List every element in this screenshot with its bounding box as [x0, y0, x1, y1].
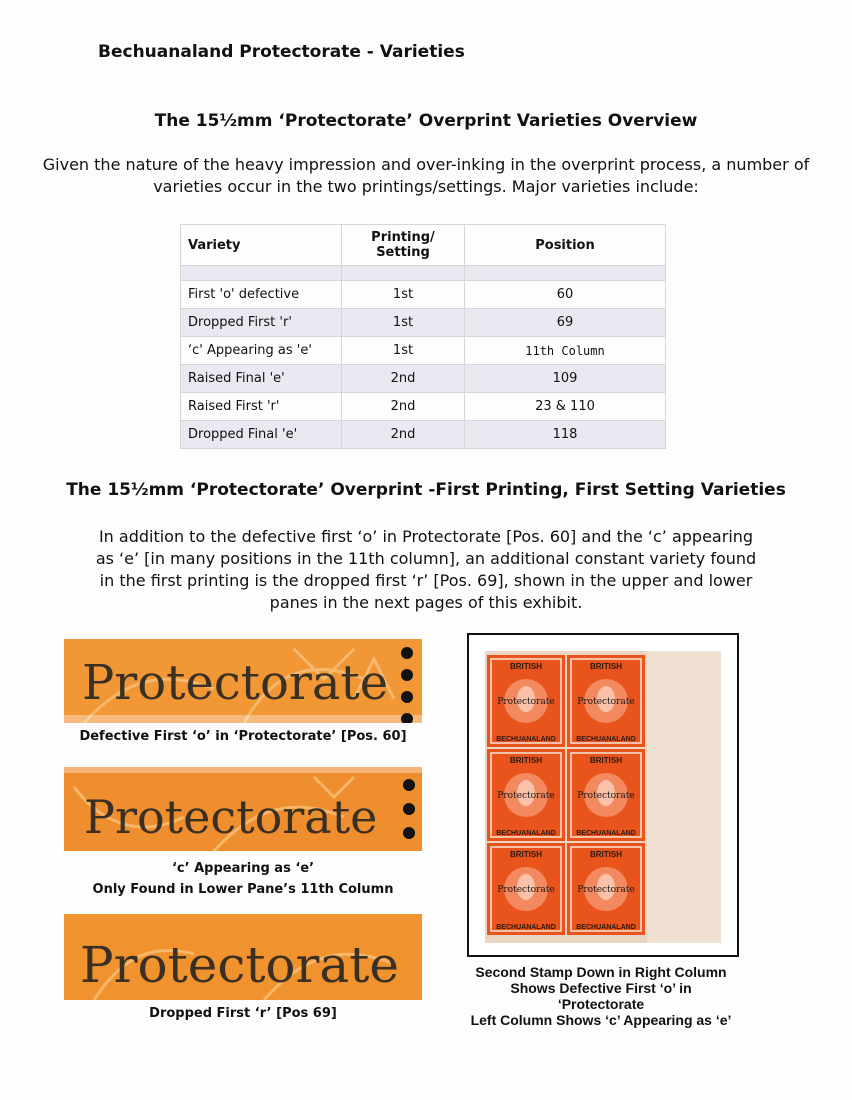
table-row [181, 421, 666, 449]
stamp [567, 655, 645, 747]
cell-printing: 2nd [342, 365, 465, 393]
stamp-overprint: Protectorate [497, 791, 555, 801]
stamp-overprint: Protectorate [497, 697, 555, 707]
caption-line: Second Stamp Down in Right Column [475, 964, 727, 980]
strip-caption: Dropped First ‘r’ [Pos 69] [149, 1006, 337, 1021]
varieties-table [180, 224, 666, 449]
cell-variety: First 'o' defective [181, 281, 342, 309]
overview-title: The 15½mm ‘Protectorate’ Overprint Varieties Overview [154, 111, 698, 131]
table-spacer-row [181, 266, 666, 281]
stamp-bottom-text: BECHUANALAND [576, 830, 636, 837]
first-setting-paragraph [70, 526, 782, 614]
cell-printing: 2nd [342, 393, 465, 421]
strip-caption: Defective First ‘o’ in ‘Protectorate’ [Pos. 60] [79, 729, 407, 744]
stamp-bottom-text: BECHUANALAND [496, 830, 556, 837]
stamp [567, 843, 645, 935]
col-header-printing-line: Printing/ [371, 230, 435, 245]
stamp-top-text: BRITISH [590, 662, 622, 671]
cell-printing: 1st [342, 309, 465, 337]
stamp-top-text: BRITISH [510, 662, 542, 671]
table-header-row [181, 225, 666, 266]
table-row [181, 309, 666, 337]
stamp-overprint: Protectorate [577, 885, 635, 895]
overview-intro [30, 154, 822, 198]
table-row [181, 337, 666, 365]
paragraph-line: In addition to the defective first ‘o’ in Protectorate [Pos. 60] and the ‘c’ appearing [98, 527, 754, 546]
cell-position: 23 & 110 [465, 393, 666, 421]
paragraph-line: panes in the next pages of this exhibit. [269, 593, 583, 612]
first-setting-title: The 15½mm ‘Protectorate’ Overprint -First Printing, First Setting Varieties [66, 480, 786, 500]
overprint-text: Protectorate [84, 790, 378, 844]
stamp [567, 749, 645, 841]
cell-position: 69 [465, 309, 666, 337]
cell-variety: Raised Final 'e' [181, 365, 342, 393]
table-row [181, 281, 666, 309]
caption-line: ‘c’ Appearing as ‘e’ [171, 861, 315, 876]
stamp-overprint: Protectorate [577, 697, 635, 707]
intro-line: Given the nature of the heavy impression and over-inking in the overprint process, a number of [42, 155, 810, 174]
stamp-overprint: Protectorate [577, 791, 635, 801]
cell-position: 11th Column [465, 337, 666, 365]
stamp-block-frame [467, 633, 739, 957]
stamp-bottom-text: BECHUANALAND [576, 736, 636, 743]
stamp-top-text: BRITISH [590, 850, 622, 859]
overprint-strip-image [64, 639, 422, 723]
caption-line: Left Column Shows ‘c’ Appearing as ‘e’ [470, 1012, 732, 1028]
paragraph-line: in the first printing is the dropped first ‘r’ [Pos. 69], shown in the upper and lower [99, 571, 753, 590]
overprint-text: Protectorate [82, 655, 389, 711]
stamp-overprint: Protectorate [497, 885, 555, 895]
page-header: Bechuanaland Protectorate - Varieties [98, 42, 465, 62]
cell-variety: Raised First 'r' [181, 393, 342, 421]
stamp-top-text: BRITISH [510, 850, 542, 859]
cell-printing: 1st [342, 281, 465, 309]
col-header-position: Position [465, 225, 666, 266]
table-row [181, 393, 666, 421]
cell-variety: Dropped Final 'e' [181, 421, 342, 449]
stamp-block-image [469, 635, 737, 955]
col-header-printing-line: Setting [376, 245, 430, 260]
stamp-bottom-text: BECHUANALAND [496, 736, 556, 743]
overprint-strip-image [64, 914, 422, 1000]
strip-caption [64, 858, 422, 900]
paragraph-line: as ‘e’ [in many positions in the 11th column], an additional constant variety found [95, 549, 757, 568]
cell-variety: Dropped First 'r' [181, 309, 342, 337]
stamp-block-caption [440, 964, 762, 1028]
cell-position: 109 [465, 365, 666, 393]
table-row [181, 365, 666, 393]
stamp [487, 655, 565, 747]
stamp [487, 843, 565, 935]
stamp-top-text: BRITISH [590, 756, 622, 765]
stamp-bottom-text: BECHUANALAND [496, 924, 556, 931]
cell-position: 60 [465, 281, 666, 309]
stamp-bottom-text: BECHUANALAND [576, 924, 636, 931]
caption-line: Only Found in Lower Pane’s 11th Column [92, 882, 394, 897]
overprint-strip-image [64, 767, 422, 851]
cell-variety: ‘c' Appearing as 'e' [181, 337, 342, 365]
cell-position: 118 [465, 421, 666, 449]
col-header-printing [342, 225, 465, 266]
overprint-text: Protectorate [80, 936, 399, 994]
intro-line: varieties occur in the two printings/settings. Major varieties include: [153, 177, 699, 196]
caption-line: ‘Protectorate [557, 996, 645, 1012]
col-header-variety: Variety [181, 225, 342, 266]
cell-printing: 2nd [342, 421, 465, 449]
stamp-top-text: BRITISH [510, 756, 542, 765]
cell-printing: 1st [342, 337, 465, 365]
stamp [487, 749, 565, 841]
caption-line: Shows Defective First ‘o’ in [510, 980, 692, 996]
